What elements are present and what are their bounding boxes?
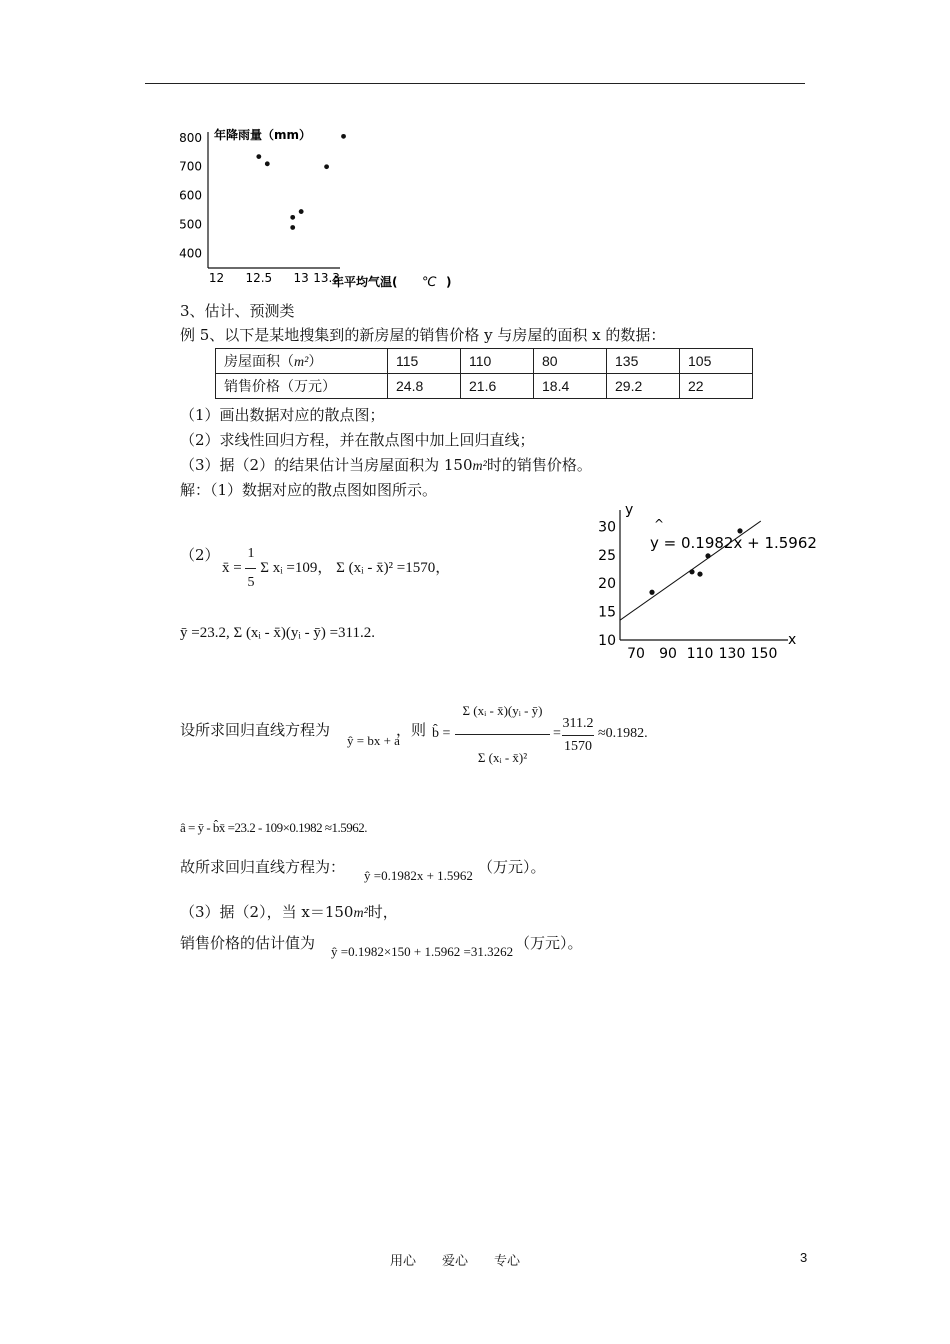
price-data-point — [649, 590, 654, 595]
regression-formula: ŷ =0.1982x + 1.5962 — [364, 868, 473, 883]
price-ytick-label: 15 — [598, 604, 616, 621]
rain-data-point — [324, 164, 329, 169]
b-equals: = — [553, 726, 561, 741]
rain-ytick-label: 400 — [179, 246, 202, 261]
price-data-point — [705, 553, 710, 558]
table-row-label: 销售价格（万元） — [216, 374, 388, 399]
table-cell: 80 — [534, 349, 607, 374]
question-1: （1）画出数据对应的散点图； — [180, 406, 385, 424]
price-scatter-chart — [588, 498, 820, 666]
price-y-axis-label: y — [625, 502, 634, 518]
regression-statement: 故所求回归直线方程为： — [180, 858, 346, 876]
section-title: 3、估计、预测类 — [180, 302, 295, 320]
hat-glyph: ^ — [654, 517, 665, 531]
question-2: （2）求线性回归方程，并在散点图中加上回归直线； — [180, 431, 535, 449]
rain-ylabel: 年降雨量（mm） — [214, 128, 312, 142]
rain-ytick-label: 700 — [179, 159, 202, 174]
solution-part-2-label: （2） — [180, 546, 220, 564]
rain-xlabel-left: 年平均气温( — [332, 275, 398, 289]
table-cell: 24.8 — [388, 374, 461, 399]
rain-data-point — [290, 225, 295, 230]
regression-unit: （万元）。 — [478, 858, 546, 876]
price-data-point — [689, 569, 694, 574]
price-x-axis-label: x — [788, 632, 797, 648]
estimate-unit: （万元）。 — [515, 934, 583, 952]
price-xtick-label: 70 — [627, 646, 645, 662]
table-cell: 105 — [680, 349, 753, 374]
b-value-fraction: 311.2 1570 — [562, 713, 594, 758]
model-statement: 设所求回归直线方程为 — [180, 721, 331, 739]
table-row-label: 房屋面积（m²） — [216, 349, 388, 374]
price-xtick-label: 110 — [686, 646, 714, 662]
b-numerator: Σ (xᵢ - x̄)(yᵢ - ȳ) — [455, 688, 550, 735]
b-approx: ≈0.1982. — [598, 726, 648, 741]
table-cell: 29.2 — [607, 374, 680, 399]
estimate-statement: 销售价格的估计值为 — [180, 934, 316, 952]
table-cell: 135 — [607, 349, 680, 374]
price-data-point — [737, 528, 742, 533]
rain-ytick-label: 600 — [179, 188, 202, 203]
table-cell: 18.4 — [534, 374, 607, 399]
price-xtick-label: 150 — [750, 646, 778, 662]
footer-motto: 用心 爱心 专心 — [390, 1254, 521, 1269]
rain-xtick-label: 12.5 — [245, 271, 273, 285]
price-ytick-label: 30 — [598, 519, 616, 536]
price-xtick-label: 130 — [718, 646, 746, 662]
rain-xtick-label: 12 — [208, 271, 225, 285]
a-formula: â = ȳ - b̂x̄ =23.2 - 109×0.1982 ≈1.5962. — [180, 820, 368, 835]
rain-data-point — [256, 154, 261, 159]
solution-part-1: 解：（1）数据对应的散点图如图所示。 — [180, 481, 438, 499]
b-hat-label: b̂ = — [432, 726, 451, 741]
page-number: 3 — [800, 1250, 808, 1265]
rain-data-point — [290, 215, 295, 220]
example-statement: 例 5、以下是某地搜集到的新房屋的销售价格 y 与房屋的面积 x 的数据： — [180, 326, 666, 344]
solution-part-3: （3）据（2），当 x＝150m²时， — [180, 903, 398, 921]
table-cell: 110 — [461, 349, 534, 374]
table-row — [216, 374, 753, 399]
price-ytick-label: 10 — [598, 633, 616, 649]
rain-xtick-label: 13.3 — [313, 271, 340, 285]
mean-x-formula: x̄ = $\frac{1}{5}$ Σ xᵢ =109， Σ (xᵢ - x̄)² =1570， — [222, 540, 450, 597]
rain-data-point — [341, 134, 346, 139]
rain-ytick-label: 500 — [179, 217, 202, 232]
rain-data-point — [299, 209, 304, 214]
model-formula: ŷ = bx + a — [347, 733, 400, 748]
table-cell: 22 — [680, 374, 753, 399]
rain-xlabel-right: ) — [446, 275, 452, 289]
price-data-point — [697, 571, 702, 576]
data-table — [215, 348, 753, 399]
rainfall-scatter-chart — [170, 120, 470, 295]
regression-equation: y = 0.1982x + 1.5962 — [650, 534, 817, 552]
rain-data-point — [265, 161, 270, 166]
rain-xtick-label: 13 — [293, 271, 309, 285]
price-ytick-label: 20 — [598, 576, 616, 593]
table-cell: 21.6 — [461, 374, 534, 399]
price-ytick-label: 25 — [598, 547, 616, 564]
b-denominator: Σ (xᵢ - x̄)² — [477, 750, 528, 765]
table-cell: 115 — [388, 349, 461, 374]
price-xtick-label: 90 — [659, 646, 677, 662]
rain-ytick-label: 800 — [179, 130, 202, 145]
b-formula-fraction — [455, 688, 550, 781]
mean-y-formula: ȳ =23.2, Σ (xᵢ - x̄)(yᵢ - ȳ) =311.2. — [180, 625, 375, 641]
estimate-formula: ŷ =0.1982×150 + 1.5962 =31.3262 — [331, 944, 514, 959]
question-3: （3）据（2）的结果估计当房屋面积为 150m²时的销售价格。 — [180, 456, 592, 474]
rain-xlabel-unit: ℃ — [422, 275, 437, 290]
header-rule — [145, 83, 805, 84]
model-then: ，则 — [396, 721, 427, 739]
table-row — [216, 349, 753, 374]
